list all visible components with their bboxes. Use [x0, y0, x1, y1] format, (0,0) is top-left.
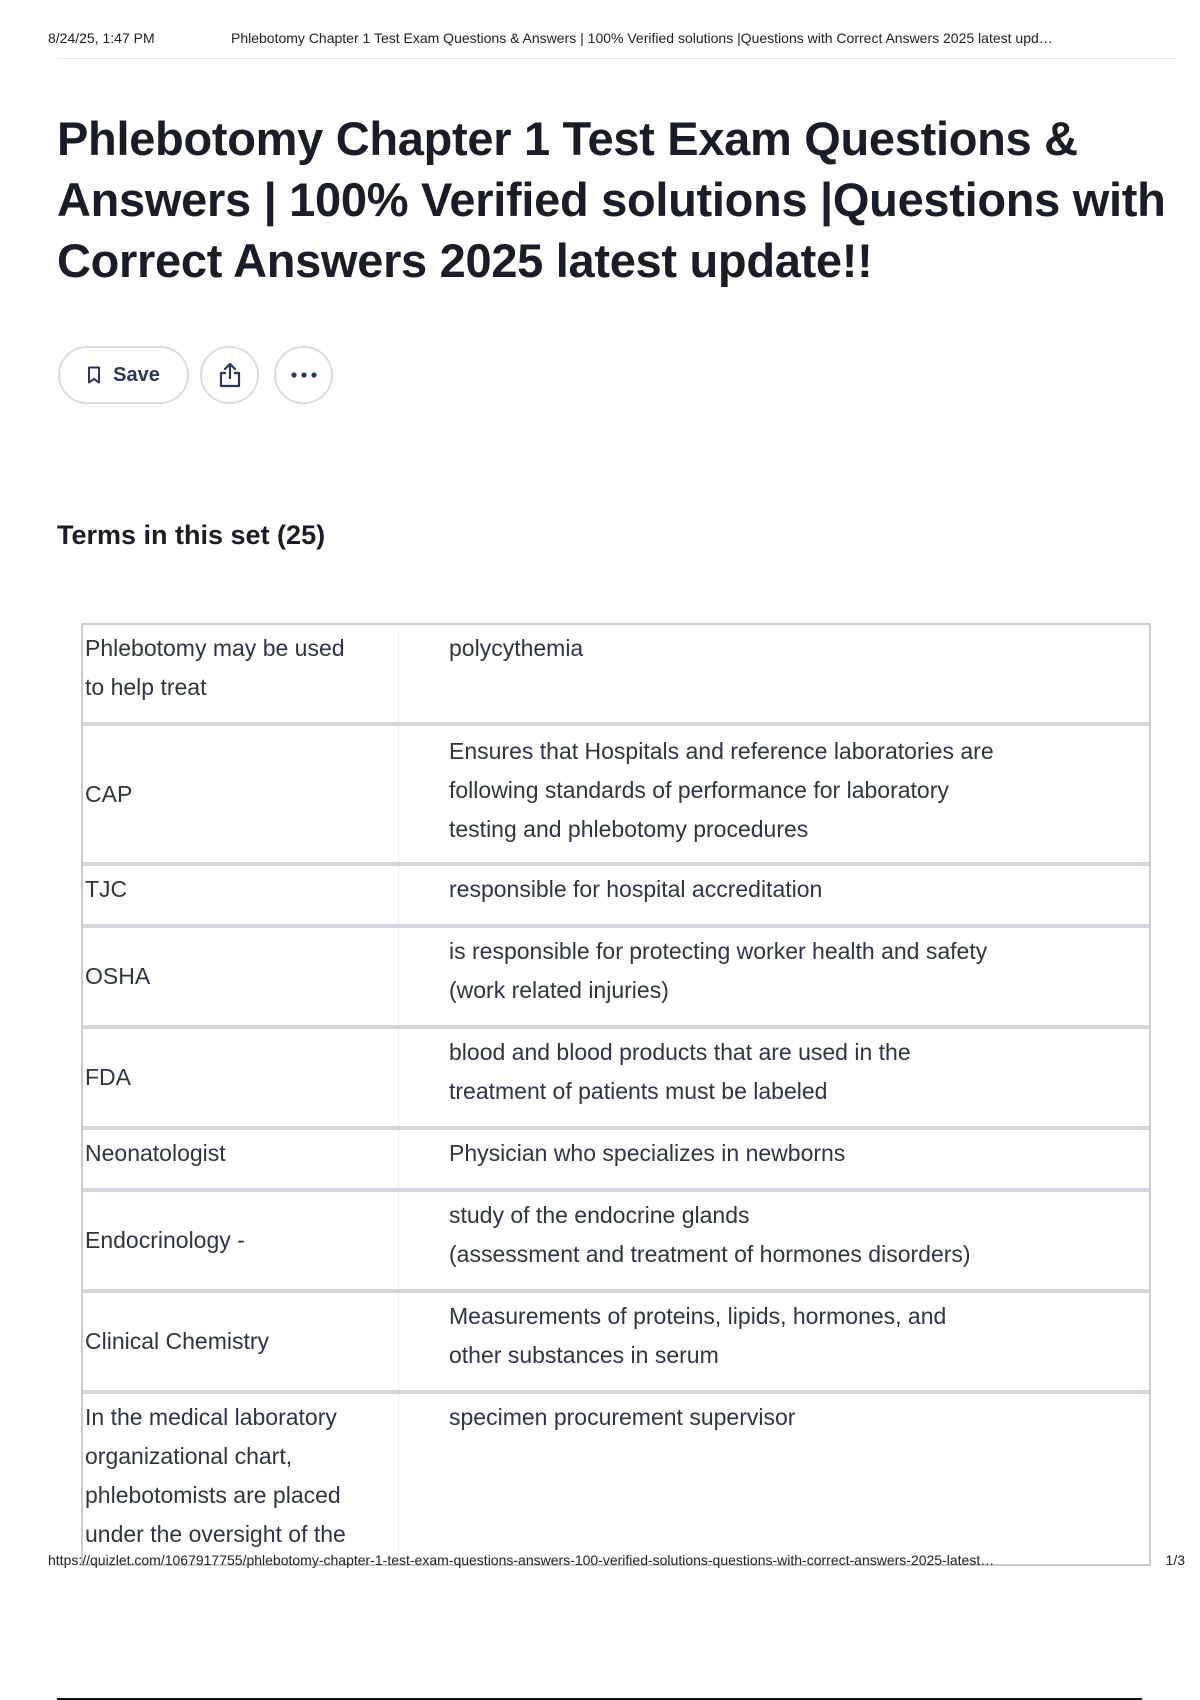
term-text: FDA [83, 1029, 399, 1126]
term-row [83, 1293, 1149, 1394]
print-doc-title: Phlebotomy Chapter 1 Test Exam Questions & Answers | 100% Verified solutions |Questions with Correct Answers 2025 latest upd… [231, 30, 1053, 46]
term-text: CAP [83, 726, 399, 862]
term-text: Phlebotomy may be used to help treat [83, 625, 399, 722]
terms-heading: Terms in this set (25) [57, 520, 326, 550]
term-text: OSHA [83, 928, 399, 1025]
page-number: 1/3 [1165, 1552, 1185, 1568]
definition-text: Ensures that Hospitals and reference laboratories are following standards of performance for laboratory testing and phlebotomy procedures [449, 738, 994, 842]
term-row [83, 1029, 1149, 1130]
definition-text: polycythemia [449, 635, 584, 661]
save-button-label: Save [113, 363, 160, 386]
definition-text: blood and blood products that are used in the treatment of patients must be labeled [449, 1039, 911, 1104]
term-text: In the medical laboratory organizational chart, phlebotomists are placed under the oversight of the [83, 1394, 399, 1564]
term-row [83, 866, 1149, 928]
term-text: Endocrinology - [83, 1192, 399, 1289]
header-divider [57, 58, 1177, 59]
term-row [83, 625, 1149, 726]
term-text: TJC [83, 866, 399, 924]
term-text: Clinical Chemistry [83, 1293, 399, 1390]
term-row [83, 726, 1149, 866]
definition-text: Measurements of proteins, lipids, hormones, and other substances in serum [449, 1303, 947, 1368]
definition-text: is responsible for protecting worker health and safety (work related injuries) [449, 938, 988, 1003]
print-datetime: 8/24/25, 1:47 PM [48, 30, 155, 46]
terms-table [81, 623, 1151, 1566]
definition-text: specimen procurement supervisor [449, 1404, 796, 1430]
save-button[interactable] [58, 346, 189, 404]
more-options-button[interactable] [274, 346, 333, 404]
share-icon [217, 361, 243, 389]
bookmark-icon [87, 366, 101, 384]
definition-text: responsible for hospital accreditation [449, 876, 823, 902]
print-footer [48, 1552, 1185, 1568]
definition-text: study of the endocrine glands (assessment and treatment of hormones disorders) [449, 1202, 971, 1267]
term-row [83, 1130, 1149, 1192]
definition-text: Physician who specializes in newborns [449, 1140, 846, 1166]
term-row [83, 1394, 1149, 1564]
print-url: https://quizlet.com/1067917755/phlebotomy-chapter-1-test-exam-questions-answers-100-verified-solutions-questions-with-correct-answers-2025-latest… [48, 1552, 995, 1568]
print-header [48, 30, 1178, 46]
term-row [83, 928, 1149, 1029]
term-text: Neonatologist [83, 1130, 399, 1188]
more-icon [290, 371, 318, 379]
page-title: Phlebotomy Chapter 1 Test Exam Questions & Answers | 100% Verified solutions |Questions with Correct Answers 2025 latest update!! [57, 112, 1166, 287]
share-button[interactable] [200, 346, 259, 404]
term-row [83, 1192, 1149, 1293]
